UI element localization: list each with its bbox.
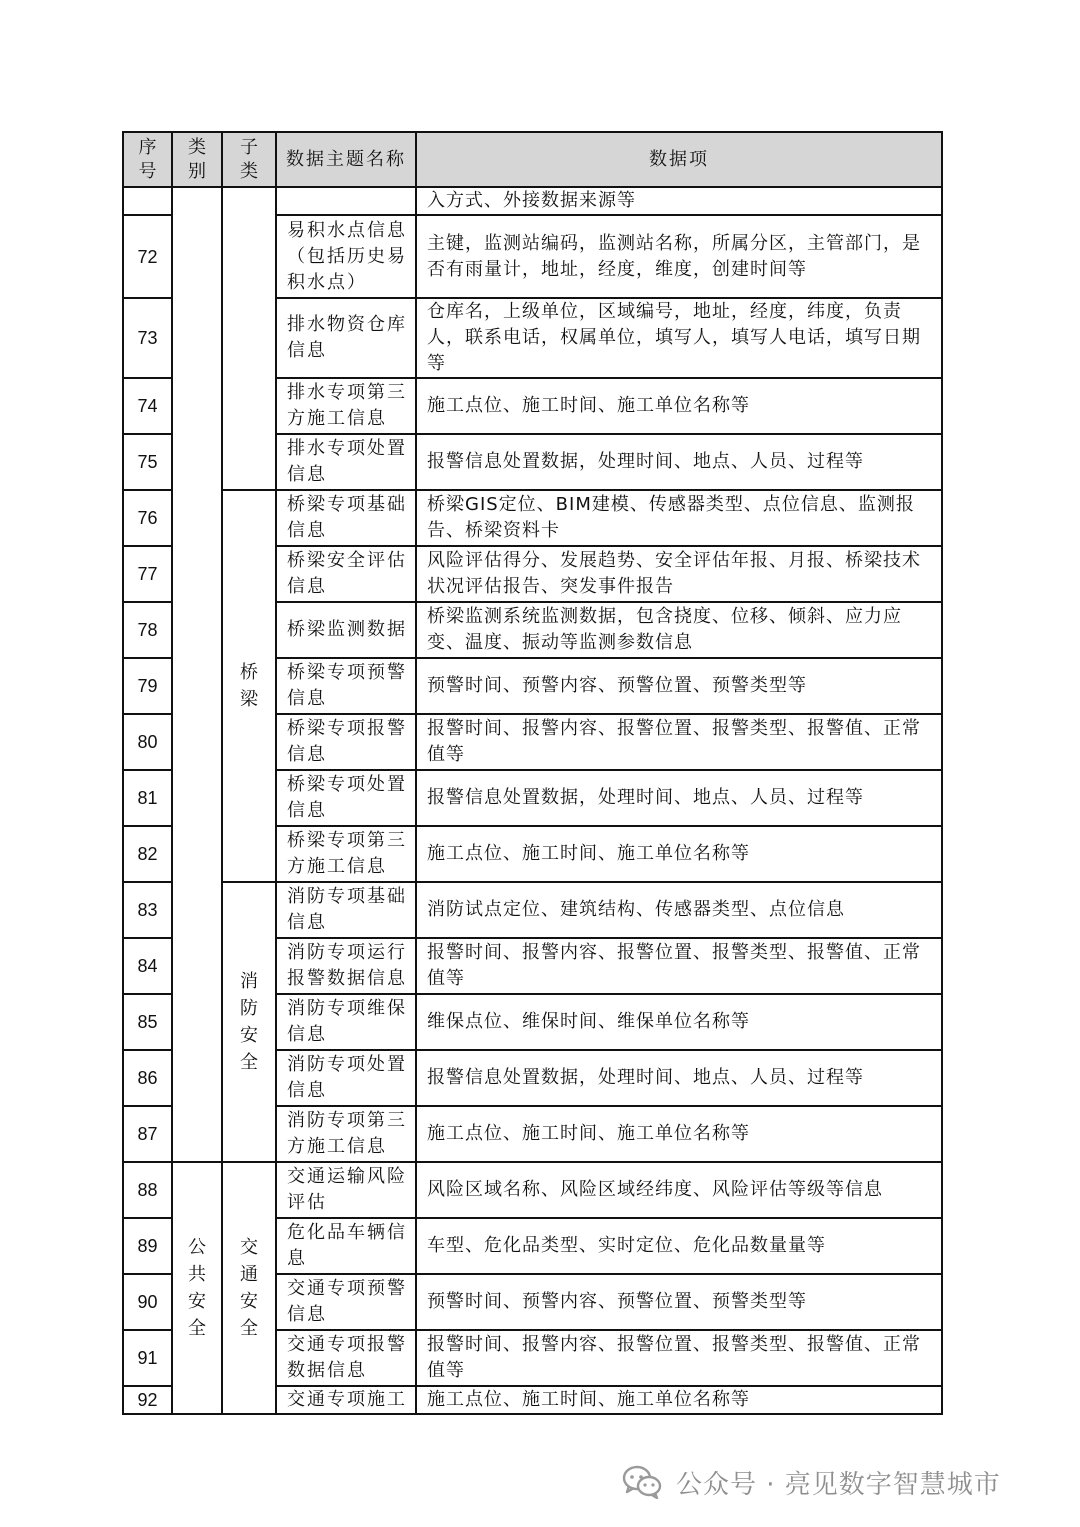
row-topic: 排水专项处置信息 (276, 434, 416, 490)
row-number: 90 (123, 1274, 172, 1330)
row-topic: 交通专项预警信息 (276, 1274, 416, 1330)
subcategory-cell-blank (222, 187, 276, 490)
row-number: 77 (123, 546, 172, 602)
row-items: 施工点位、施工时间、施工单位名称等 (416, 826, 942, 882)
header-topic: 数据主题名称 (276, 132, 416, 187)
row-topic: 桥梁专项第三方施工信息 (276, 826, 416, 882)
data-table (122, 131, 943, 1415)
row-topic: 消防专项基础信息 (276, 882, 416, 938)
category-public-safety: 公共安全 (172, 1162, 222, 1414)
row-topic: 排水专项第三方施工信息 (276, 378, 416, 434)
row-number: 80 (123, 714, 172, 770)
row-items: 风险区域名称、风险区域经纬度、风险评估等级等信息 (416, 1162, 942, 1218)
row-number: 74 (123, 378, 172, 434)
row-items: 报警时间、报警内容、报警位置、报警类型、报警值、正常值等 (416, 714, 942, 770)
row-topic: 桥梁专项报警信息 (276, 714, 416, 770)
header-category: 类别 (172, 132, 222, 187)
row-topic: 交通专项施工 (276, 1386, 416, 1414)
row-number: 72 (123, 215, 172, 298)
row-topic: 危化品车辆信息 (276, 1218, 416, 1274)
row-items: 报警信息处置数据，处理时间、地点、人员、过程等 (416, 1050, 942, 1106)
row-number: 82 (123, 826, 172, 882)
row-topic: 消防专项第三方施工信息 (276, 1106, 416, 1162)
row-number: 86 (123, 1050, 172, 1106)
row-number: 91 (123, 1330, 172, 1386)
row-number: 76 (123, 490, 172, 546)
table-row (123, 490, 942, 546)
row-items: 消防试点定位、建筑结构、传感器类型、点位信息 (416, 882, 942, 938)
row-topic: 桥梁专项处置信息 (276, 770, 416, 826)
row-topic: 桥梁专项基础信息 (276, 490, 416, 546)
subcategory-bridge: 桥梁 (222, 490, 276, 882)
row-items: 施工点位、施工时间、施工单位名称等 (416, 1106, 942, 1162)
row-topic: 桥梁专项预警信息 (276, 658, 416, 714)
row-items: 主键，监测站编码，监测站名称，所属分区，主管部门，是否有雨量计，地址，经度，维度，创建时间等 (416, 215, 942, 298)
table-row (123, 187, 942, 215)
row-number: 92 (123, 1386, 172, 1414)
row-items: 报警信息处置数据，处理时间、地点、人员、过程等 (416, 434, 942, 490)
row-topic: 交通运输风险评估 (276, 1162, 416, 1218)
row-items: 桥梁GIS定位、BIM建模、传感器类型、点位信息、监测报告、桥梁资料卡 (416, 490, 942, 546)
row-topic: 消防专项维保信息 (276, 994, 416, 1050)
row-items: 桥梁监测系统监测数据，包含挠度、位移、倾斜、应力应变、温度、振动等监测参数信息 (416, 602, 942, 658)
row-items: 维保点位、维保时间、维保单位名称等 (416, 994, 942, 1050)
row-items: 施工点位、施工时间、施工单位名称等 (416, 378, 942, 434)
row-number: 87 (123, 1106, 172, 1162)
row-number: 89 (123, 1218, 172, 1274)
row-topic: 易积水点信息（包括历史易积水点） (276, 215, 416, 298)
row-items: 车型、危化品类型、实时定位、危化品数量量等 (416, 1218, 942, 1274)
row-items: 报警时间、报警内容、报警位置、报警类型、报警值、正常值等 (416, 938, 942, 994)
row-number: 73 (123, 298, 172, 378)
row-topic: 桥梁监测数据 (276, 602, 416, 658)
table-row (123, 1162, 942, 1218)
subcategory-fire-safety: 消防安全 (222, 882, 276, 1162)
row-topic: 消防专项处置信息 (276, 1050, 416, 1106)
row-number: 75 (123, 434, 172, 490)
row-number: 78 (123, 602, 172, 658)
row-number (123, 187, 172, 215)
row-topic: 消防专项运行报警数据信息 (276, 938, 416, 994)
row-items: 入方式、外接数据来源等 (416, 187, 942, 215)
row-items: 报警信息处置数据，处理时间、地点、人员、过程等 (416, 770, 942, 826)
wechat-icon (622, 1465, 662, 1499)
row-items: 预警时间、预警内容、预警位置、预警类型等 (416, 658, 942, 714)
category-cell-blank (172, 187, 222, 1162)
row-topic: 交通专项报警数据信息 (276, 1330, 416, 1386)
row-items: 报警时间、报警内容、报警位置、报警类型、报警值、正常值等 (416, 1330, 942, 1386)
row-number: 79 (123, 658, 172, 714)
header-subcategory: 子类 (222, 132, 276, 187)
header-row (123, 132, 942, 187)
watermark (622, 1462, 1062, 1502)
subcategory-traffic-safety: 交通安全 (222, 1162, 276, 1414)
row-number: 81 (123, 770, 172, 826)
row-topic: 桥梁安全评估信息 (276, 546, 416, 602)
watermark-text: 公众号 · 亮见数字智慧城市 (676, 1469, 1001, 1500)
header-seq: 序号 (123, 132, 172, 187)
row-items: 风险评估得分、发展趋势、安全评估年报、月报、桥梁技术状况评估报告、突发事件报告 (416, 546, 942, 602)
row-number: 84 (123, 938, 172, 994)
row-topic (276, 187, 416, 215)
row-items: 仓库名，上级单位，区域编号，地址，经度，纬度，负责人，联系电话，权属单位，填写人，填写人电话，填写日期等 (416, 298, 942, 378)
row-items: 施工点位、施工时间、施工单位名称等 (416, 1386, 942, 1414)
row-items: 预警时间、预警内容、预警位置、预警类型等 (416, 1274, 942, 1330)
table-row (123, 882, 942, 938)
header-items: 数据项 (416, 132, 942, 187)
row-topic: 排水物资仓库信息 (276, 298, 416, 378)
row-number: 85 (123, 994, 172, 1050)
row-number: 88 (123, 1162, 172, 1218)
row-number: 83 (123, 882, 172, 938)
